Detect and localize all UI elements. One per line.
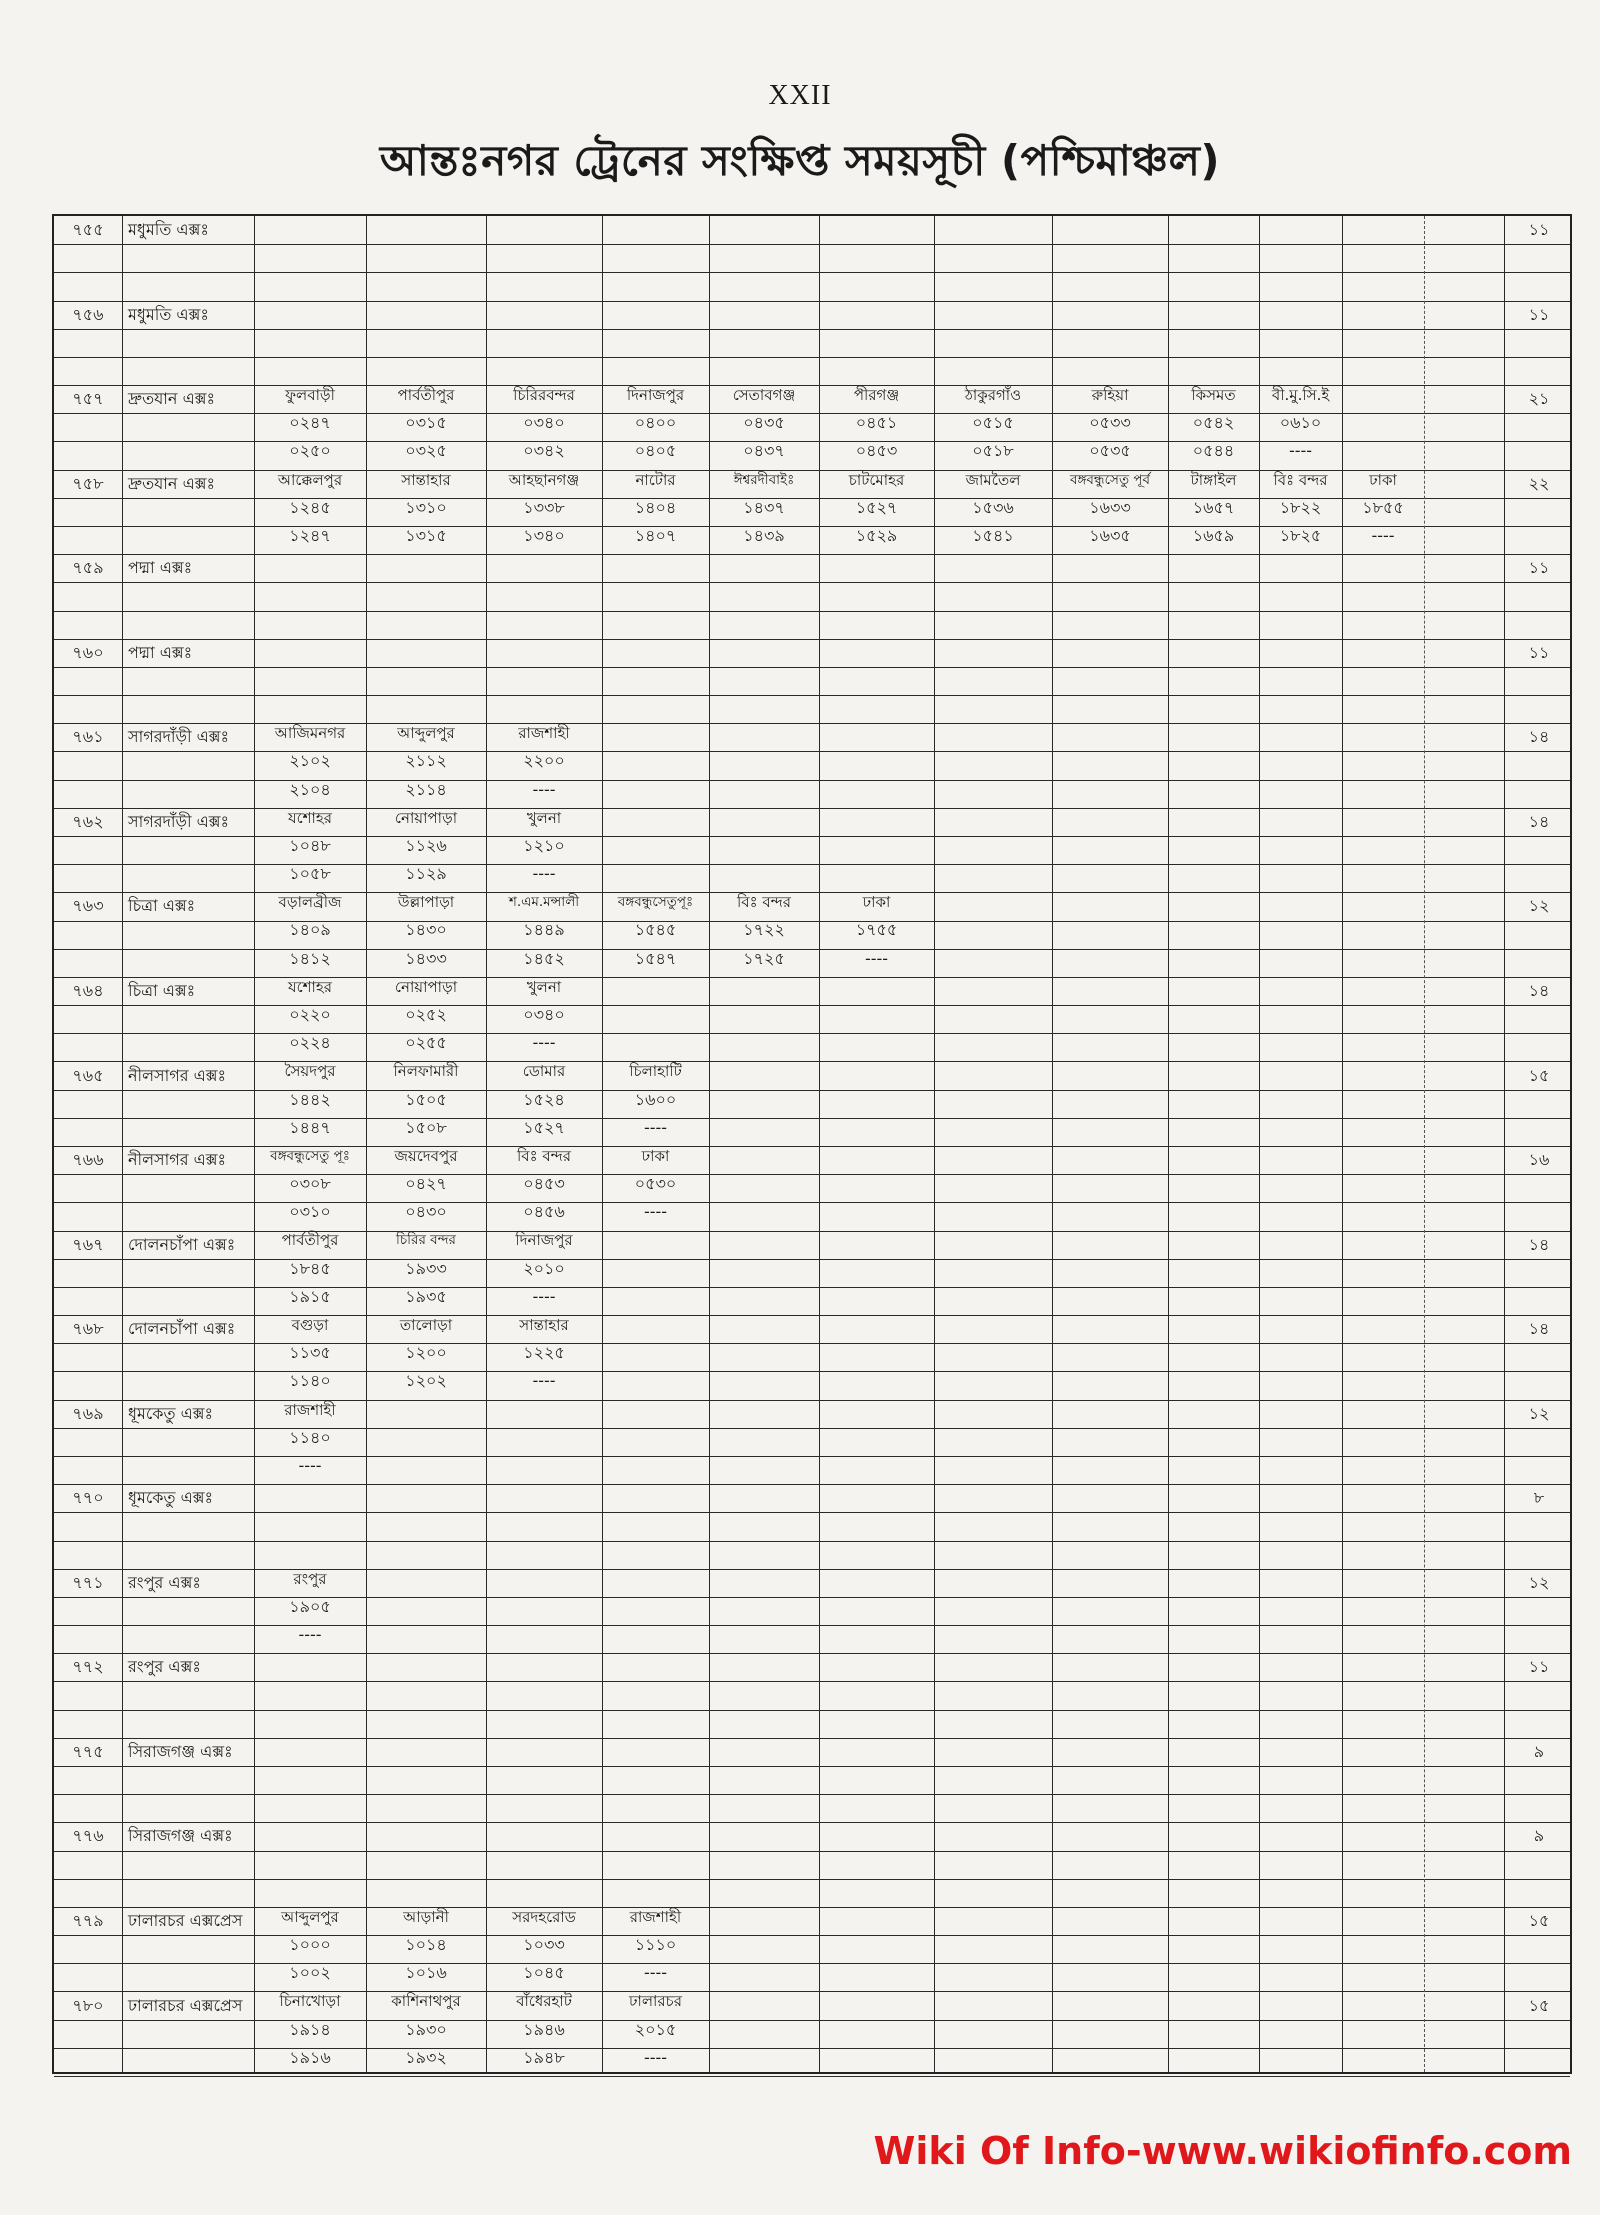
arrival-time: ০৬১০ <box>1279 413 1322 433</box>
train-name: সিরাজগঞ্জ এক্সঃ <box>128 1741 233 1761</box>
station-name: আহছানগঞ্জ <box>508 470 580 489</box>
arrival-time: ১৭২২ <box>743 920 785 940</box>
arrival-time: ০৫৪২ <box>1192 413 1235 433</box>
departure-time: ---- <box>643 1963 668 1983</box>
departure-time: ১৮২৫ <box>1279 525 1322 545</box>
station-name: ডোমার <box>522 1062 566 1081</box>
station-name: বড়ালব্রীজ <box>278 893 342 912</box>
arrival-time: ১৪৩৭ <box>743 497 785 517</box>
departure-time: ---- <box>532 1033 556 1053</box>
train-name: দোলনচাঁপা এক্সঃ <box>128 1319 236 1339</box>
departure-time: ২১০৪ <box>289 779 331 799</box>
train-number: ৭৬৪ <box>72 981 104 1000</box>
arrival-time: ১৪৩০ <box>405 920 447 940</box>
train-number: ৭৬০ <box>72 642 104 662</box>
departure-time: ১৯১৫ <box>289 1286 331 1306</box>
departure-time: ---- <box>643 1202 668 1222</box>
coach-count: ১৫ <box>1528 1995 1550 2015</box>
train-name: পদ্মা এক্সঃ <box>128 558 193 578</box>
departure-time: ০৪৫৩ <box>855 441 898 461</box>
departure-time: ১৫০৮ <box>405 1117 447 1137</box>
train-name: নীলসাগর এক্সঃ <box>128 1150 227 1170</box>
coach-count: ১১ <box>1528 642 1550 662</box>
arrival-time: ২২০০ <box>523 751 565 771</box>
station-name: রাজশাহী <box>518 724 570 743</box>
coach-count: ২১ <box>1528 389 1550 409</box>
train-name: চিত্রা এক্সঃ <box>128 896 196 916</box>
train-number: ৭৭৫ <box>72 1741 104 1761</box>
arrival-time: ০৪৩৫ <box>743 413 785 433</box>
station-name: জয়দেবপুর <box>394 1146 458 1165</box>
departure-time: ০৪৩০ <box>405 1202 447 1222</box>
departure-time: ১১৪০ <box>289 1371 331 1391</box>
station-name: নাটোর <box>635 470 676 489</box>
departure-time: ১৫২৯ <box>855 525 898 545</box>
station-name: দিনাজপুর <box>515 1231 573 1250</box>
train-name: রংপুর এক্সঃ <box>128 1572 201 1592</box>
coach-count: ১১ <box>1528 1657 1550 1677</box>
departure-time: ১৪৩৩ <box>405 948 447 968</box>
departure-time: ১৫৪১ <box>972 525 1014 545</box>
train-number: ৭৫৬ <box>72 304 104 324</box>
departure-time: ---- <box>1371 525 1395 545</box>
arrival-time: ১৯৪৬ <box>523 2019 565 2039</box>
station-name: কিসমত <box>1191 385 1236 404</box>
watermark: Wiki Of Info-www.wikiofinfo.com <box>873 2129 1572 2173</box>
coach-count: ১২ <box>1528 1403 1550 1423</box>
departure-time: ১৬৩৫ <box>1089 525 1131 545</box>
station-name: বঙ্গবন্ধুসেতু পূর্ব <box>1069 471 1151 488</box>
station-name: নোয়াপাড়া <box>394 808 458 827</box>
arrival-time: ১০০০ <box>289 1934 331 1954</box>
train-number: ৭৫৯ <box>72 558 104 578</box>
departure-time: ১৪০৭ <box>634 525 677 545</box>
train-name: ধূমকেতু এক্সঃ <box>128 1488 214 1508</box>
train-name: নীলসাগর এক্সঃ <box>128 1065 227 1085</box>
departure-time: ১৫২৭ <box>523 1117 565 1137</box>
arrival-time: ১৫২৪ <box>523 1089 565 1109</box>
arrival-time: ১৯৩৩ <box>405 1258 447 1278</box>
train-name: মধুমতি এক্সঃ <box>128 304 209 324</box>
arrival-time: ০৩০৮ <box>289 1174 331 1194</box>
departure-time: ০৫৩৫ <box>1089 441 1131 461</box>
arrival-time: ১৩১০ <box>405 497 447 517</box>
train-number: ৭৭৯ <box>72 1911 104 1930</box>
departure-time: ১৯৩৫ <box>405 1286 447 1306</box>
station-name: বী.মু.সি.ই <box>1271 385 1330 404</box>
station-name: দিনাজপুর <box>626 385 685 404</box>
station-name: সেতাবগঞ্জ <box>732 385 796 404</box>
train-number: ৭৬৯ <box>72 1403 104 1423</box>
train-number: ৭৬২ <box>72 811 104 831</box>
station-name: খুলনা <box>526 977 562 996</box>
station-name: আড়ানী <box>403 1907 449 1926</box>
station-name: টাঙ্গাইল <box>1190 470 1237 489</box>
arrival-time: ১৬৩৩ <box>1089 497 1131 517</box>
station-name: চিনাখোড়া <box>279 1992 341 2011</box>
arrival-time: ০৪০০ <box>634 413 677 433</box>
arrival-time: ১৯৩০ <box>405 2019 447 2039</box>
coach-count: ১২ <box>1528 1572 1550 1592</box>
train-name: সিরাজগঞ্জ এক্সঃ <box>128 1826 233 1846</box>
arrival-time: ১২২৫ <box>523 1343 565 1363</box>
coach-count: ১১ <box>1528 304 1550 324</box>
coach-count: ১২ <box>1528 896 1550 916</box>
departure-time: ০৪৫৬ <box>523 1202 565 1222</box>
station-name: আজিমনগর <box>274 724 346 743</box>
arrival-time: ১০৩৩ <box>523 1934 565 1954</box>
train-number: ৭৬৮ <box>72 1319 104 1339</box>
arrival-time: ১১৩৫ <box>289 1343 331 1363</box>
station-name: তালোড়া <box>399 1315 453 1334</box>
coach-count: ১৪ <box>1528 1319 1550 1339</box>
coach-count: ১৪ <box>1528 981 1550 1000</box>
departure-time: ০৫৪৪ <box>1192 441 1235 461</box>
arrival-time: ১৪০৯ <box>289 920 331 940</box>
station-name: পার্বতীপুর <box>281 1231 339 1250</box>
arrival-time: ০৩১৫ <box>405 413 447 433</box>
departure-time: ১০১৬ <box>405 1963 447 1983</box>
arrival-time: ১৮৫৫ <box>1362 497 1404 517</box>
station-name: ফুলবাড়ী <box>285 385 335 404</box>
departure-time: ১১২৯ <box>405 864 447 884</box>
station-name: সান্তাহার <box>519 1315 569 1334</box>
station-name: শ.এম.মন্সালী <box>508 894 580 911</box>
station-name: রুহিয়া <box>1091 385 1129 404</box>
station-name: ঢালারচর <box>629 1992 682 2011</box>
train-name: দ্রুতযান এক্সঃ <box>128 389 216 409</box>
departure-time: ১৪৫২ <box>523 948 565 968</box>
arrival-time: ০২৪৭ <box>289 413 331 433</box>
departure-time: ০৩২৫ <box>405 441 447 461</box>
station-name: চিরিরবন্দর <box>513 385 575 404</box>
departure-time: ---- <box>864 948 889 968</box>
departure-time: ০৩৪২ <box>523 441 565 461</box>
station-name: যশোহর <box>287 977 333 996</box>
train-name: সাগরদাঁড়ী এক্সঃ <box>128 811 230 831</box>
departure-time: ---- <box>643 2047 668 2067</box>
coach-count: ১১ <box>1528 220 1550 240</box>
station-name: নিলফামারী <box>393 1062 459 1081</box>
train-name: ঢালারচর এক্সপ্রেস <box>128 1995 243 2015</box>
train-name: পদ্মা এক্সঃ <box>128 642 193 662</box>
departure-time: ১০৫৮ <box>289 864 331 884</box>
station-name: বিঃ বন্দর <box>1273 470 1328 489</box>
arrival-time: ১৪০৪ <box>634 497 677 517</box>
train-number: ৭৫৮ <box>72 473 104 493</box>
arrival-time: ১২০০ <box>405 1343 447 1363</box>
train-number: ৭৬৩ <box>72 896 104 916</box>
arrival-time: ০৪৫৩ <box>523 1174 565 1194</box>
train-name: দোলনচাঁপা এক্সঃ <box>128 1234 236 1254</box>
arrival-time: ১৫৪৫ <box>634 920 677 940</box>
departure-time: ১৯৪৮ <box>523 2047 565 2067</box>
train-name: সাগরদাঁড়ী এক্সঃ <box>128 727 230 747</box>
arrival-time: ০৫৩০ <box>634 1174 677 1194</box>
departure-time: ১৩৪০ <box>523 525 565 545</box>
departure-time: ০৪০৫ <box>634 441 677 461</box>
coach-count: ১৪ <box>1528 727 1550 747</box>
departure-time: ০২৫০ <box>289 441 331 461</box>
station-name: সান্তাহার <box>401 470 451 489</box>
train-name: দ্রুতযান এক্সঃ <box>128 473 216 493</box>
station-name: পার্বতীপুর <box>397 385 455 404</box>
arrival-time: ১৫২৭ <box>855 497 898 517</box>
departure-time: ---- <box>532 1286 556 1306</box>
station-name: রংপুর <box>293 1569 327 1588</box>
arrival-time: ১৮২২ <box>1279 497 1322 517</box>
coach-count: ২২ <box>1528 473 1550 493</box>
station-name: আক্কেলপুর <box>277 470 343 489</box>
page-title: আন্তঃনগর ট্রেনের সংক্ষিপ্ত সময়সূচী (পশ্চিমাঞ্চল) <box>379 136 1221 185</box>
arrival-time: ১১১০ <box>634 1934 677 1954</box>
departure-time: ---- <box>532 1371 556 1391</box>
departure-time: ১৫৪৭ <box>634 948 677 968</box>
arrival-time: ১৭৫৫ <box>855 920 898 940</box>
station-name: সরদহরোড <box>512 1907 576 1926</box>
arrival-time: ০২৫২ <box>405 1004 447 1024</box>
station-name: খুলনা <box>526 808 562 827</box>
train-name: মধুমতি এক্সঃ <box>128 220 209 240</box>
station-name: বঙ্গবন্ধুসেতুপূঃ <box>617 894 694 911</box>
train-number: ৭৬৭ <box>72 1234 104 1254</box>
station-name: সৈয়দপুর <box>284 1062 336 1081</box>
arrival-time: ১৯১৪ <box>289 2019 331 2039</box>
train-name: চিত্রা এক্সঃ <box>128 981 196 1000</box>
train-number: ৭৫৫ <box>72 220 104 240</box>
arrival-time: ২১১২ <box>405 751 447 771</box>
coach-count: ৮ <box>1533 1488 1545 1508</box>
departure-time: ---- <box>643 1117 668 1137</box>
departure-time: ১৪৪৭ <box>289 1117 331 1137</box>
arrival-time: ১৫৩৬ <box>972 497 1014 517</box>
arrival-time: ০৪৫১ <box>855 413 898 433</box>
train-number: ৭৭৬ <box>72 1826 104 1846</box>
station-name: কাশিনাথপুর <box>391 1992 461 2011</box>
station-name: ঢাকা <box>1369 470 1397 489</box>
arrival-time: ০৩৪০ <box>523 413 565 433</box>
departure-time: ১২৪৭ <box>289 525 331 545</box>
departure-time: ১৪১২ <box>289 948 331 968</box>
arrival-time: ১০৪৮ <box>289 835 331 855</box>
departure-time: ০৫১৮ <box>972 441 1014 461</box>
departure-time: ---- <box>1288 441 1313 461</box>
arrival-time: ১৬০০ <box>634 1089 677 1109</box>
station-name: রাজশাহী <box>284 1400 336 1419</box>
station-name: উল্লাপাড়া <box>397 893 455 912</box>
train-number: ৭৫৭ <box>72 389 104 409</box>
train-number: ৭৬৫ <box>72 1065 104 1085</box>
departure-time: ১৪৩৯ <box>743 525 785 545</box>
departure-time: ০৪৩৭ <box>743 441 785 461</box>
station-name: পীরগঞ্জ <box>853 385 900 404</box>
arrival-time: ১৯০৫ <box>289 1596 331 1616</box>
departure-time: ১৯৩২ <box>405 2047 447 2067</box>
arrival-time: ০৫৩৩ <box>1089 413 1131 433</box>
station-name: যশোহর <box>287 808 333 827</box>
departure-time: ০২২৪ <box>289 1033 331 1053</box>
arrival-time: ১১৪০ <box>289 1427 331 1447</box>
departure-time: ২১১৪ <box>405 779 447 799</box>
train-name: রংপুর এক্সঃ <box>128 1657 201 1677</box>
arrival-time: ১০১৪ <box>405 1934 447 1954</box>
station-name: চিরির বন্দর <box>396 1232 456 1249</box>
arrival-time: ১৫০৫ <box>405 1089 447 1109</box>
departure-time: ---- <box>298 1624 322 1644</box>
arrival-time: ০৩৪০ <box>523 1004 565 1024</box>
station-name: চাটমোহর <box>848 470 905 489</box>
arrival-time: ১৮৪৫ <box>289 1258 331 1278</box>
arrival-time: ২০১৫ <box>634 2019 677 2039</box>
departure-time: ---- <box>532 864 556 884</box>
departure-time: ১৯১৬ <box>289 2047 331 2067</box>
train-number: ৭৮০ <box>72 1995 104 2015</box>
arrival-time: ১৪৪৯ <box>523 920 565 940</box>
coach-count: ১৫ <box>1528 1911 1550 1930</box>
departure-time: ১০৪৫ <box>523 1963 565 1983</box>
page-number: XXII <box>768 80 832 111</box>
station-name: নোয়াপাড়া <box>394 977 458 996</box>
arrival-time: ১৪৪২ <box>289 1089 331 1109</box>
departure-time: ---- <box>532 779 556 799</box>
coach-count: ৯ <box>1533 1741 1545 1761</box>
departure-time: ---- <box>298 1455 322 1475</box>
coach-count: ১৬ <box>1528 1150 1550 1170</box>
departure-time: ১০০২ <box>289 1963 331 1983</box>
station-name: জামতৈল <box>965 470 1021 489</box>
arrival-time: ০২২০ <box>289 1004 331 1024</box>
train-number: ৭৭২ <box>72 1657 104 1677</box>
departure-time: ১৩১৫ <box>405 525 447 545</box>
station-name: বিঃ বন্দর <box>516 1146 572 1165</box>
departure-time: ১৬৫৯ <box>1192 525 1235 545</box>
station-name: রাজশাহী <box>629 1907 682 1926</box>
train-number: ৭৭০ <box>72 1488 104 1508</box>
train-number: ৭৬১ <box>72 727 104 747</box>
coach-count: ১৪ <box>1528 811 1550 831</box>
station-name: আব্দুলপুর <box>397 724 455 743</box>
station-name: বাঁধেরহাট <box>516 1992 572 2011</box>
coach-count: ৯ <box>1533 1826 1545 1846</box>
station-name: চিলাহাটি <box>629 1062 682 1081</box>
arrival-time: ০৪২৭ <box>405 1174 447 1194</box>
arrival-time: ২০১০ <box>523 1258 565 1278</box>
station-name: বঙ্গবন্ধুসেতু পূঃ <box>270 1147 350 1164</box>
station-name: ঠাকুরগাঁও <box>964 385 1022 404</box>
departure-time: ১৭২৫ <box>743 948 785 968</box>
station-name: ঈশ্বরদীবাইঃ <box>733 471 795 488</box>
departure-time: ১২০২ <box>405 1371 447 1391</box>
station-name: ঢাকা <box>862 893 891 912</box>
coach-count: ১৫ <box>1528 1065 1550 1085</box>
station-name: বিঃ বন্দর <box>736 893 792 912</box>
arrival-time: ২১০২ <box>289 751 331 771</box>
arrival-time: ১৬৫৭ <box>1192 497 1235 517</box>
train-name: ধূমকেতু এক্সঃ <box>128 1403 214 1423</box>
station-name: বগুড়া <box>291 1315 329 1334</box>
arrival-time: ১২৪৫ <box>289 497 331 517</box>
arrival-time: ১২১০ <box>523 835 565 855</box>
arrival-time: ১৩৩৮ <box>523 497 565 517</box>
arrival-time: ১১২৬ <box>405 835 447 855</box>
departure-time: ০২৫৫ <box>405 1033 447 1053</box>
timetable-table <box>52 214 1572 2074</box>
coach-count: ১১ <box>1528 558 1550 578</box>
arrival-time: ০৫১৫ <box>972 413 1014 433</box>
train-number: ৭৬৬ <box>72 1150 104 1170</box>
train-number: ৭৭১ <box>72 1572 104 1592</box>
departure-time: ০৩১০ <box>289 1202 331 1222</box>
train-name: ঢালারচর এক্সপ্রেস <box>128 1911 243 1930</box>
station-name: ঢাকা <box>641 1146 670 1165</box>
station-name: আব্দুলপুর <box>281 1907 339 1926</box>
coach-count: ১৪ <box>1528 1234 1550 1254</box>
